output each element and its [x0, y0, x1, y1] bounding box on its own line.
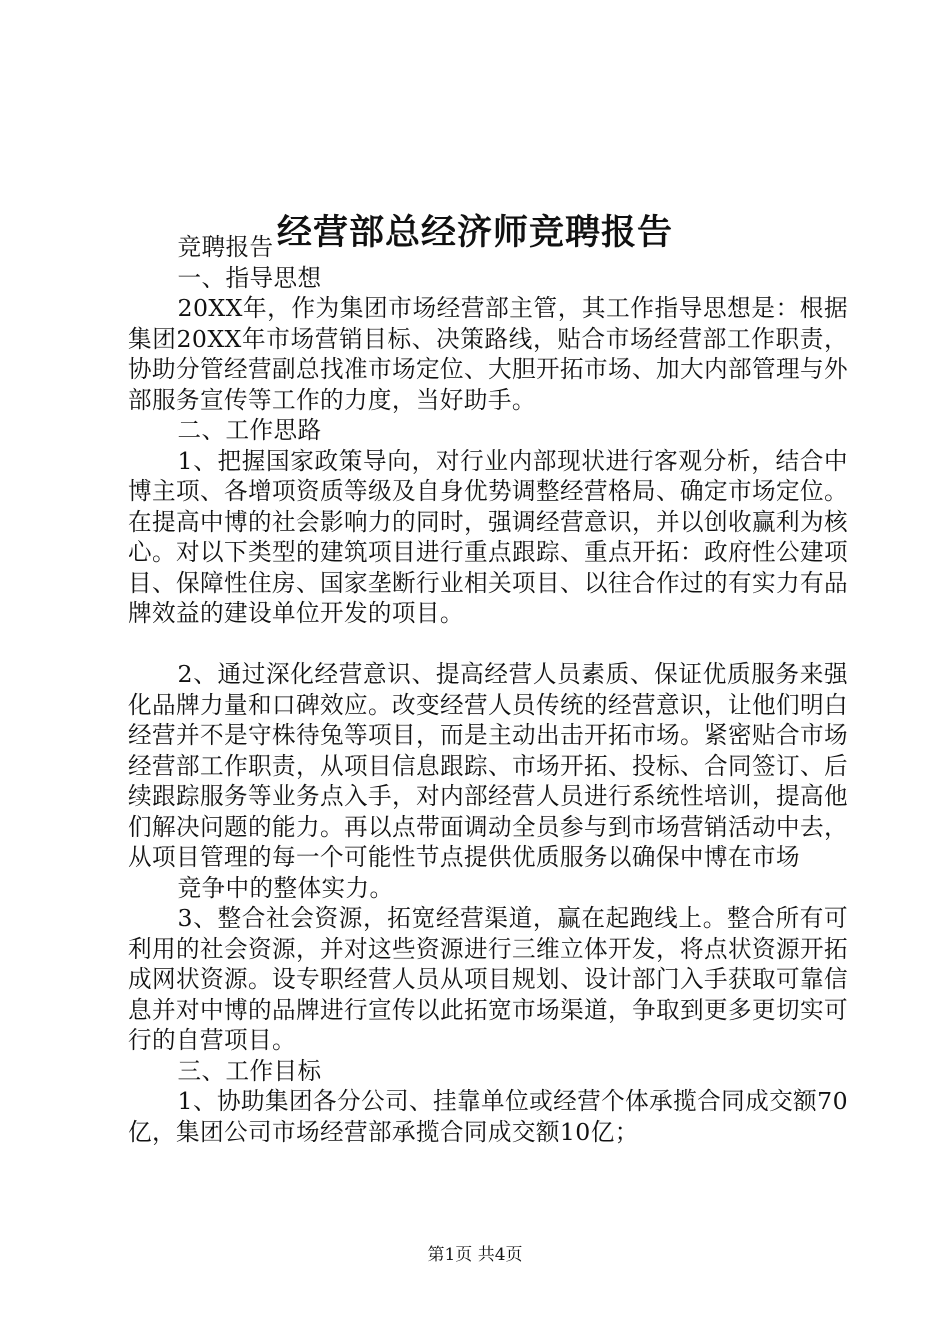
paragraph-guiding-idea: 20XX年，作为集团市场经营部主管，其工作指导思想是：根据集团20XX年市场营销目标、决策路线，贴合市场经营部工作职责，协助分管经营副总找准市场定位、大胆开拓市场、加大内部管理与外部服务宣传等工作的力度，当好助手。	[128, 294, 848, 414]
paragraph-approach-2-continued: 竞争中的整体实力。	[177, 873, 394, 902]
section-heading-work-goals: 三、工作目标	[177, 1056, 322, 1085]
document-body	[128, 232, 848, 1147]
paragraph-approach-3: 3、整合社会资源，拓宽经营渠道，赢在起跑线上。整合所有可利用的社会资源，并对这些资源进行三维立体开发，将点状资源开拓成网状资源。设专职经营人员从项目规划、设计部门入手获取可靠信息并对中博的品牌进行宣传以此拓宽市场渠道，争取到更多更切实可行的自营项目。	[128, 904, 848, 1054]
paragraph-approach-2: 2、通过深化经营意识、提高经营人员素质、保证优质服务来强化品牌力量和口碑效应。改变经营人员传统的经营意识，让他们明白经营并不是守株待兔等项目，而是主动出击开拓市场。紧密贴合市场经营部工作职责，从项目信息跟踪、市场开拓、投标、合同签订、后续跟踪服务等业务点入手，对内部经营人员进行系统性培训，提高他们解决问题的能力。再以点带面调动全员参与到市场营销活动中去，从项目管理的每一个可能性节点提供优质服务以确保中博在市场	[128, 660, 848, 871]
paragraph-goal-1: 1、协助集团各分公司、挂靠单位或经营个体承揽合同成交额70亿，集团公司市场经营部承揽合同成交额10亿；	[128, 1087, 848, 1146]
section-heading-work-approach: 二、工作思路	[177, 416, 322, 444]
document-title: 经营部总经济师竞聘报告	[276, 212, 673, 254]
page-footer: 第1页 共4页	[427, 1245, 523, 1265]
paragraph-heading-report: 竞聘报告	[177, 233, 274, 261]
section-heading-guiding-idea: 一、指导思想	[177, 263, 322, 292]
paragraph-approach-1: 1、把握国家政策导向，对行业内部现状进行客观分析，结合中博主项、各增项资质等级及自身优势调整经营格局、确定市场定位。在提高中博的社会影响力的同时，强调经营意识，并以创收赢利为核心。对以下类型的建筑项目进行重点跟踪、重点开拓：政府性公建项目、保障性住房、国家垄断行业相关项目、以往合作过的有实力有品牌效益的建设单位开发的项目。	[128, 446, 848, 627]
